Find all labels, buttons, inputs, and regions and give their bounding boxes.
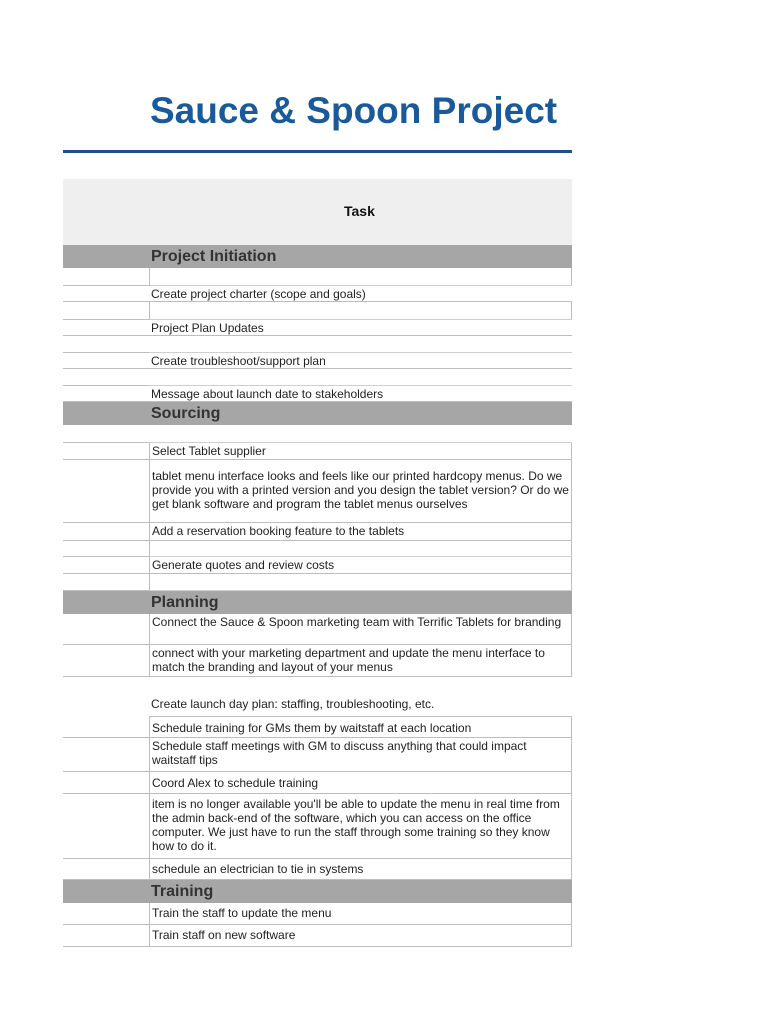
task-cell[interactable]: Coord Alex to schedule training: [149, 772, 572, 794]
task-cell[interactable]: Train the staff to update the menu: [149, 903, 572, 925]
table-row[interactable]: [63, 614, 572, 645]
task-cell[interactable]: [149, 574, 572, 591]
task-cell[interactable]: Generate quotes and review costs: [149, 557, 572, 574]
table-row[interactable]: [63, 903, 572, 925]
table-row[interactable]: [63, 369, 572, 386]
section-title: Project Initiation: [151, 248, 277, 265]
table-row[interactable]: [63, 925, 572, 947]
task-cell[interactable]: [149, 268, 572, 286]
section-planning: [63, 591, 572, 614]
table-row[interactable]: [63, 425, 572, 443]
table-row[interactable]: [63, 460, 572, 523]
section-title: Training: [151, 883, 214, 900]
task-cell[interactable]: Project Plan Updates: [149, 320, 572, 336]
table-header: [63, 179, 572, 245]
table-row[interactable]: [63, 557, 572, 574]
task-cell[interactable]: tablet menu interface looks and feels like our printed hardcopy menus. Do we provide you with a printed version and you design the tablet version? Or do we get blank software and program the tablet menus ourselves: [149, 460, 572, 523]
table-row[interactable]: [63, 772, 572, 794]
section-training: [63, 880, 572, 903]
task-cell[interactable]: Create project charter (scope and goals): [149, 286, 572, 302]
table-row[interactable]: [63, 645, 572, 677]
task-cell[interactable]: [149, 541, 572, 557]
table-row[interactable]: [63, 738, 572, 772]
table-row[interactable]: [63, 320, 572, 336]
task-cell[interactable]: [149, 336, 572, 353]
task-cell[interactable]: connect with your marketing department and update the menu interface to match the branding and layout of your menus: [149, 645, 572, 677]
section-sourcing: [63, 402, 572, 425]
table-row[interactable]: [63, 443, 572, 460]
task-cell[interactable]: [149, 302, 572, 320]
task-cell[interactable]: schedule an electrician to tie in systems: [149, 859, 572, 880]
title-divider: [63, 150, 572, 153]
table-row[interactable]: [63, 353, 572, 369]
table-row[interactable]: [63, 523, 572, 541]
task-cell[interactable]: [149, 425, 572, 443]
table-row[interactable]: [63, 717, 572, 738]
task-cell[interactable]: item is no longer available you'll be able to update the menu in real time from the admin back-end of the software, which you can access on the office computer. We just have to run the staff through some training so they know how to do it.: [149, 794, 572, 859]
table-row[interactable]: [63, 268, 572, 286]
task-cell[interactable]: Schedule staff meetings with GM to discuss anything that could impact waitstaff tips: [149, 738, 572, 772]
table-row[interactable]: [63, 302, 572, 320]
task-cell[interactable]: Schedule training for GMs them by waitstaff at each location: [149, 717, 572, 738]
table-row[interactable]: [63, 336, 572, 353]
task-column-header: Task: [344, 203, 375, 219]
table-row[interactable]: [63, 286, 572, 302]
task-cell[interactable]: Train staff on new software: [149, 925, 572, 947]
table-row[interactable]: [63, 859, 572, 880]
task-cell[interactable]: Add a reservation booking feature to the tablets: [149, 523, 572, 541]
task-table: [63, 179, 572, 947]
task-cell[interactable]: Message about launch date to stakeholders: [149, 386, 572, 402]
page-title: Sauce & Spoon Project: [150, 90, 558, 131]
table-row[interactable]: [63, 386, 572, 402]
section-project-initiation: [63, 245, 572, 268]
section-title: Sourcing: [151, 405, 221, 422]
table-row[interactable]: [63, 541, 572, 557]
task-cell[interactable]: Create troubleshoot/support plan: [149, 353, 572, 369]
task-cell[interactable]: [149, 369, 572, 386]
table-row[interactable]: [63, 677, 572, 717]
table-row[interactable]: [63, 794, 572, 859]
task-cell[interactable]: Select Tablet supplier: [149, 443, 572, 460]
table-row[interactable]: [63, 574, 572, 591]
section-title: Planning: [151, 594, 219, 611]
task-cell[interactable]: Create launch day plan: staffing, troubleshooting, etc.: [149, 677, 572, 717]
task-cell[interactable]: Connect the Sauce & Spoon marketing team with Terrific Tablets for branding: [149, 614, 572, 645]
